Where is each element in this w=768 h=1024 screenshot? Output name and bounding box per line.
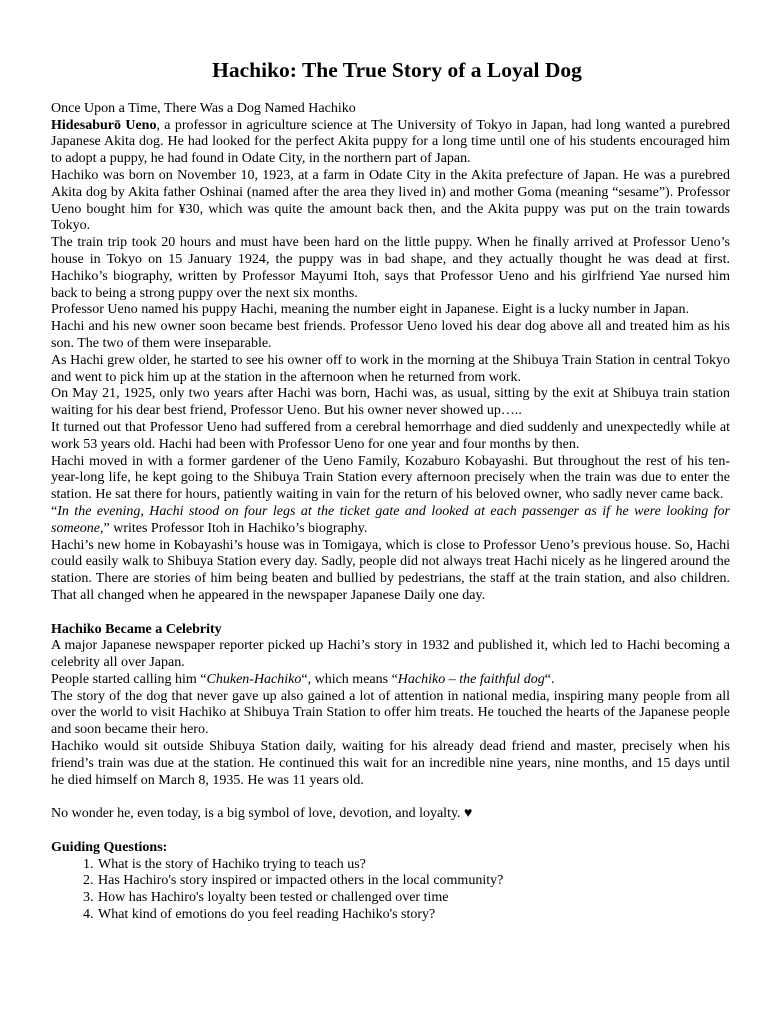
paragraph-text: , a professor in agriculture science at The University of Tokyo in Japan, had long wanted a purebred Japanese Akita dog. He had looked for the perfect Akita puppy for a long time until one of his students encouraged him to adopt a puppy, he had found in Odate City, in the northern part of Japan.: [51, 117, 730, 167]
intro-subtitle: Once Upon a Time, There Was a Dog Named Hachiko: [51, 100, 356, 116]
paragraph-symbol: No wonder he, even today, is a big symbol of love, devotion, and loyalty. ♥: [51, 806, 473, 822]
professor-name: Hidesaburō Ueno: [51, 117, 157, 133]
celebrity-heading: Hachiko Became a Celebrity: [51, 621, 222, 637]
paragraph-naming: Professor Ueno named his puppy Hachi, meaning the number eight in Japanese. Eight is a lucky number in Japan.: [51, 302, 690, 318]
paragraph-new-home: Hachi’s new home in Kobayashi’s house was in Tomigaya, which is close to Professor Ueno’s previous house. So, Hachi could easily walk to Shibuya Station every day. Sadly, people did not always treat Hachi nicely as he lingered around the station. There are stories of him being beaten and bullied by pedestrians, the staff at the train station, and also children. That all changed when he appeared in the newspaper Japanese Daily one day.: [51, 537, 730, 603]
paragraph-nickname: [51, 672, 730, 689]
paragraph-newspaper: A major Japanese newspaper reporter picked up Hachi’s story in 1932 and published it, which led to Hachi becoming a celebrity all over Japan.: [51, 638, 730, 671]
paragraph-waiting: Hachi moved in with a former gardener of the Ueno Family, Kozaburo Kobayashi. But throughout the rest of his ten-year-long life, he kept going to the Shibuya Train Station every afternoon precisely when the train was due to enter the station. He sat there for hours, patiently waiting in vain for the return of his beloved owner, who sadly never came back.: [51, 453, 730, 503]
nickname: Chuken-Hachiko: [206, 671, 302, 687]
question-item: 1. What is the story of Hachiko trying to teach us?: [97, 857, 730, 874]
nickname-post: “.: [544, 671, 555, 687]
questions-list: [51, 857, 730, 924]
nickname-mid: “, which means “: [301, 671, 398, 687]
paragraph-station-routine: As Hachi grew older, he started to see his owner off to work in the morning at the Shibuya Train Station in central Tokyo and went to pick him up at the station in the afternoon when he returned from work.: [51, 352, 730, 385]
paragraph-friendship: Hachi and his new owner soon became best friends. Professor Ueno loved his dear dog above all and treated him as his son. The two of them were inseparable.: [51, 319, 730, 351]
paragraph-media-attention: The story of the dog that never gave up also gained a lot of attention in national media, inspiring many people from all over the world to visit Hachiko at Shibuya Train Station to offer him treats. He touched the hearts of the Japanese people and soon became their hero.: [51, 688, 730, 738]
paragraph-biography-quote: [51, 504, 730, 538]
section-spacer: [51, 823, 730, 840]
question-item: 3. How has Hachiro's loyalty been tested or challenged over time: [97, 890, 730, 907]
close-quote: ”: [103, 520, 110, 536]
paragraph-may-1925: On May 21, 1925, only two years after Hachi was born, Hachi was, as usual, sitting by the exit at Shibuya train station waiting for his dear best friend, Professor Ueno. But his owner never showed up…..: [51, 386, 730, 419]
questions-heading: Guiding Questions:: [51, 839, 168, 855]
question-item: 4. What kind of emotions do you feel reading Hachiko's story?: [97, 907, 730, 924]
open-quote: “: [51, 503, 58, 519]
quote-text: In the evening, Hachi stood on four legs at the ticket gate and looked at each passenger as if he were looking for someone,: [51, 503, 730, 536]
paragraph-train-trip: The train trip took 20 hours and must have been hard on the little puppy. When he finally arrived at Professor Ueno’s house in Tokyo on 15 January 1924, the puppy was in bad shape, and they actually thought he was dead at first. Hachiko’s biography, written by Professor Mayumi Itoh, says that Professor Ueno and his girlfriend Yae nursed him back to being a strong puppy over the next six months.: [51, 235, 730, 301]
section-spacer: [51, 605, 730, 622]
section-spacer: [51, 789, 730, 806]
nickname-meaning: Hachiko – the faithful dog: [397, 671, 545, 687]
question-item: 2. Has Hachiro's story inspired or impacted others in the local community?: [97, 873, 730, 890]
paragraph-professor-ueno: [51, 118, 730, 168]
quote-attribution: writes Professor Itoh in Hachiko’s biography.: [109, 520, 368, 536]
paragraph-nine-years: Hachiko would sit outside Shibuya Station daily, waiting for his already dead friend and master, precisely when his friend’s train was due at the station. He continued this wait for an incredible nine years, nine months, and 15 days until he died himself on March 8, 1935. He was 11 years old.: [51, 739, 730, 788]
paragraph-professor-death: It turned out that Professor Ueno had suffered from a cerebral hemorrhage and died suddenly and unexpectedly while at work 53 years old. Hachi had been with Professor Ueno for one year and four months by then.: [51, 419, 730, 452]
nickname-pre: People started calling him “: [51, 671, 207, 687]
paragraph-birth: Hachiko was born on November 10, 1923, at a farm in Odate City in the Akita prefecture of Japan. He was a purebred Akita dog by Akita father Oshinai (named after the area they lived in) and mother Goma (meaning “sesame”). Professor Ueno bought him for ¥30, which was quite the amount back then, and the Akita puppy was put on the train towards Tokyo.: [51, 167, 730, 234]
document-title: Hachiko: The True Story of a Loyal Dog: [212, 58, 582, 82]
